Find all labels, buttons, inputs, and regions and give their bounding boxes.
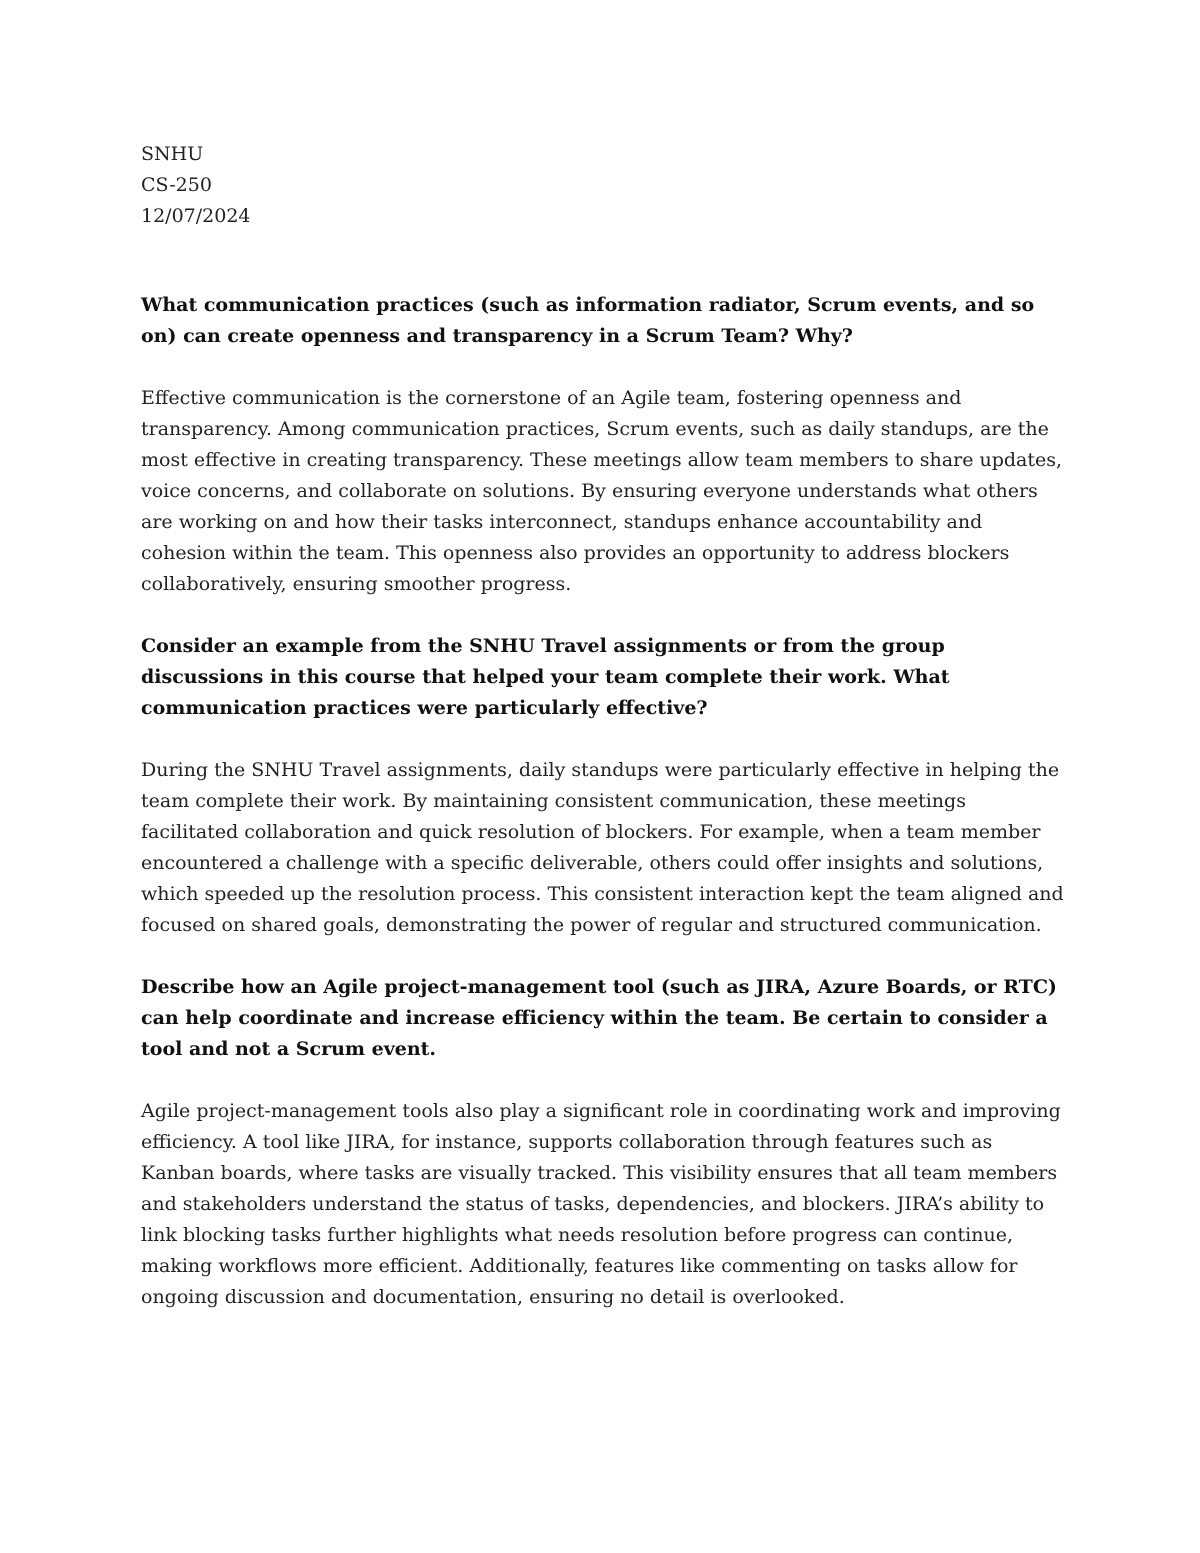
question-heading: Consider an example from the SNHU Travel assignments or from the group discussions in this course that helped your team complete their work. What communication practices were particularly effective? [141,635,950,719]
answer-paragraph: Agile project-management tools also play a significant role in coordinating work and improving efficiency. A tool like JIRA, for instance, supports collaboration through features such as Kanban boards, where tasks are visually tracked. This visibility ensures that all team members and stakeholders understand the status of tasks, dependencies, and blockers. JIRA’s ability to link blocking tasks further highlights what needs resolution before progress can continue, making workflows more efficient. Additionally, features like commenting on tasks allow for ongoing discussion and documentation, ensuring no detail is overlooked. [141,1100,1061,1308]
section-3 [141,972,1066,1313]
section-1 [141,290,1066,600]
course-code: CS-250 [141,174,212,196]
school-name: SNHU [141,143,204,165]
question-heading: Describe how an Agile project-management tool (such as JIRA, Azure Boards, or RTC) can help coordinate and increase efficiency within the team. Be certain to consider a tool and not a Scrum event. [141,976,1057,1060]
document-page [141,139,1066,1344]
answer-paragraph: Effective communication is the cornerstone of an Agile team, fostering openness and transparency. Among communication practices, Scrum events, such as daily standups, are the most effective in creating transparency. These meetings allow team members to share updates, voice concerns, and collaborate on solutions. By ensuring everyone understands what others are working on and how their tasks interconnect, standups enhance accountability and cohesion within the team. This openness also provides an opportunity to address blockers collaboratively, ensuring smoother progress. [141,387,1063,595]
question-heading: What communication practices (such as information radiator, Scrum events, and so on) can create openness and transparency in a Scrum Team? Why? [141,294,1035,347]
document-date: 12/07/2024 [141,205,251,227]
document-header [141,139,1066,232]
answer-paragraph: During the SNHU Travel assignments, daily standups were particularly effective in helping the team complete their work. By maintaining consistent communication, these meetings facilitated collaboration and quick resolution of blockers. For example, when a team member encountered a challenge with a specific deliverable, others could offer insights and solutions, which speeded up the resolution process. This consistent interaction kept the team aligned and focused on shared goals, demonstrating the power of regular and structured communication. [141,759,1064,936]
section-2 [141,631,1066,941]
